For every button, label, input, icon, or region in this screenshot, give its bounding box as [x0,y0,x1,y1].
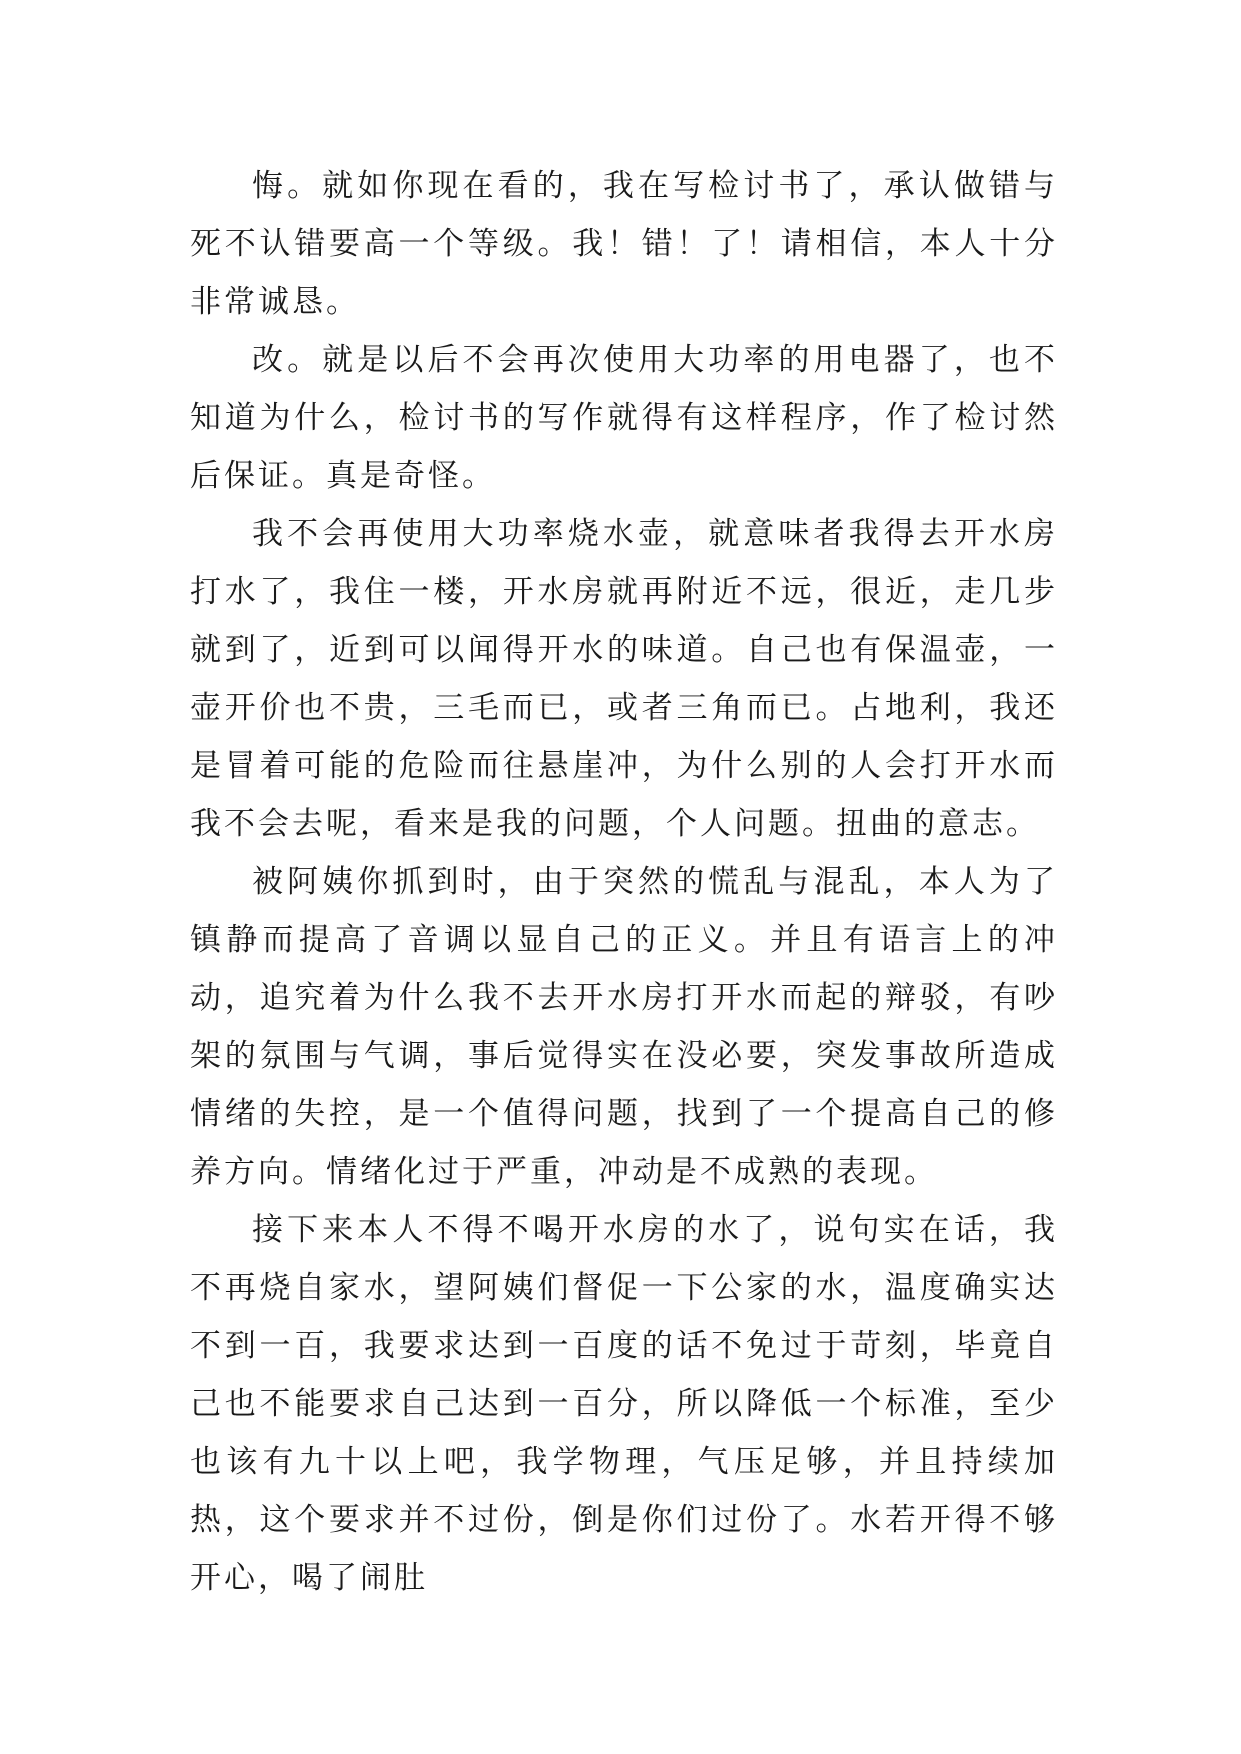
paragraph-2: 改。就是以后不会再次使用大功率的用电器了，也不知道为什么，检讨书的写作就得有这样程序，作了检讨然后保证。真是奇怪。 [190,342,1058,494]
paragraph-1: 悔。就如你现在看的，我在写检讨书了，承认做错与死不认错要高一个等级。我！错！了！请相信，本人十分非常诚恳。 [190,168,1058,320]
paragraph-4: 被阿姨你抓到时，由于突然的慌乱与混乱，本人为了镇静而提高了音调以显自己的正义。并且有语言上的冲动，追究着为什么我不去开水房打开水而起的辩驳，有吵架的氛围与气调，事后觉得实在没必要，突发事故所造成情绪的失控，是一个值得问题，找到了一个提高自己的修养方向。情绪化过于严重，冲动是不成熟的表现。 [190,864,1058,1190]
paragraph-3: 我不会再使用大功率烧水壶，就意味者我得去开水房打水了，我住一楼，开水房就再附近不远，很近，走几步就到了，近到可以闻得开水的味道。自己也有保温壶，一壶开价也不贵，三毛而已，或者三角而已。占地利，我还是冒着可能的危险而往悬崖冲，为什么别的人会打开水而我不会去呢，看来是我的问题，个人问题。扭曲的意志。 [190,516,1058,842]
paragraph-5: 接下来本人不得不喝开水房的水了，说句实在话，我不再烧自家水，望阿姨们督促一下公家的水，温度确实达不到一百，我要求达到一百度的话不免过于苛刻，毕竟自己也不能要求自己达到一百分，所以降低一个标准，至少也该有九十以上吧，我学物理，气压足够，并且持续加热，这个要求并不过份，倒是你们过份了。水若开得不够开心，喝了闹肚 [190,1212,1058,1596]
document-body [190,157,1058,1607]
